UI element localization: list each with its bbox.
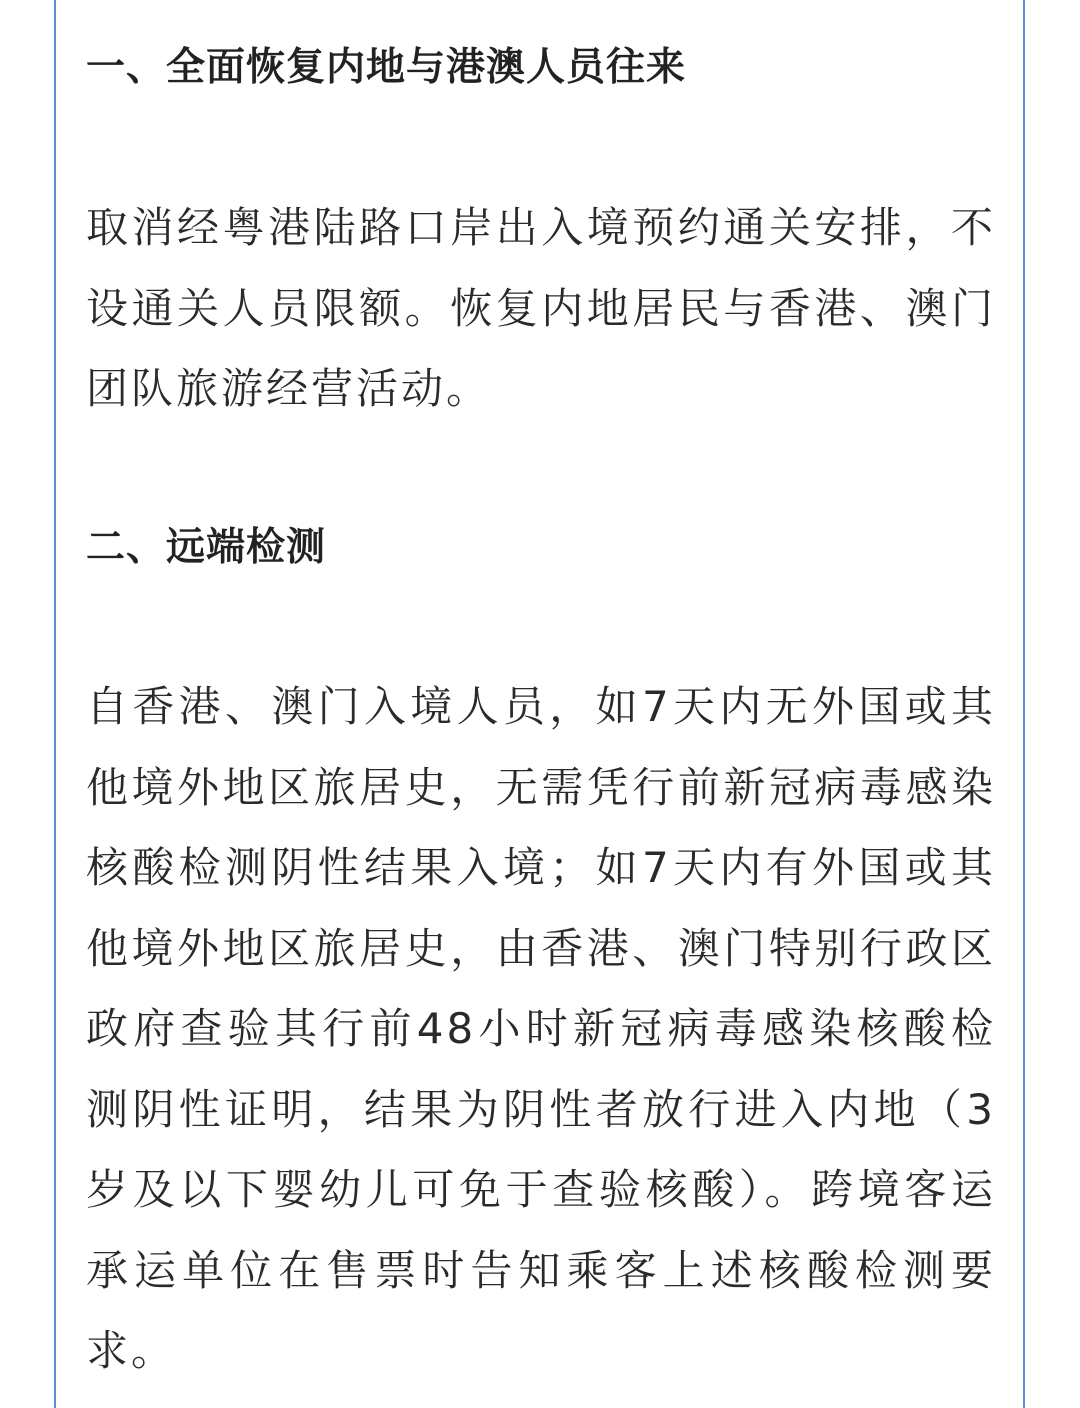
section-paragraph-2: 自香港、澳门入境人员，如7天内无外国或其他境外地区旅居史，无需凭行前新冠病毒感染核酸检测阴性结果入境；如7天内有外国或其他境外地区旅居史，由香港、澳门特别行政区政府查验其行前48小时新冠病毒感染核酸检测阴性证明，结果为阴性者放行进入内地（3岁及以下婴幼儿可免于查验核酸）。跨境客运承运单位在售票时告知乘客上述核酸检测要求。 — [86, 682, 996, 1375]
section-paragraph-1: 取消经粤港陆路口岸出入境预约通关安排，不设通关人员限额。恢复内地居民与香港、澳门团队旅游经营活动。 — [86, 203, 996, 413]
frame-border-left — [54, 0, 56, 1408]
section-heading-1: 一、全面恢复内地与港澳人员往来 — [86, 45, 687, 90]
frame-border-right — [1023, 0, 1025, 1408]
section-heading-2: 二、远端检测 — [86, 525, 327, 570]
